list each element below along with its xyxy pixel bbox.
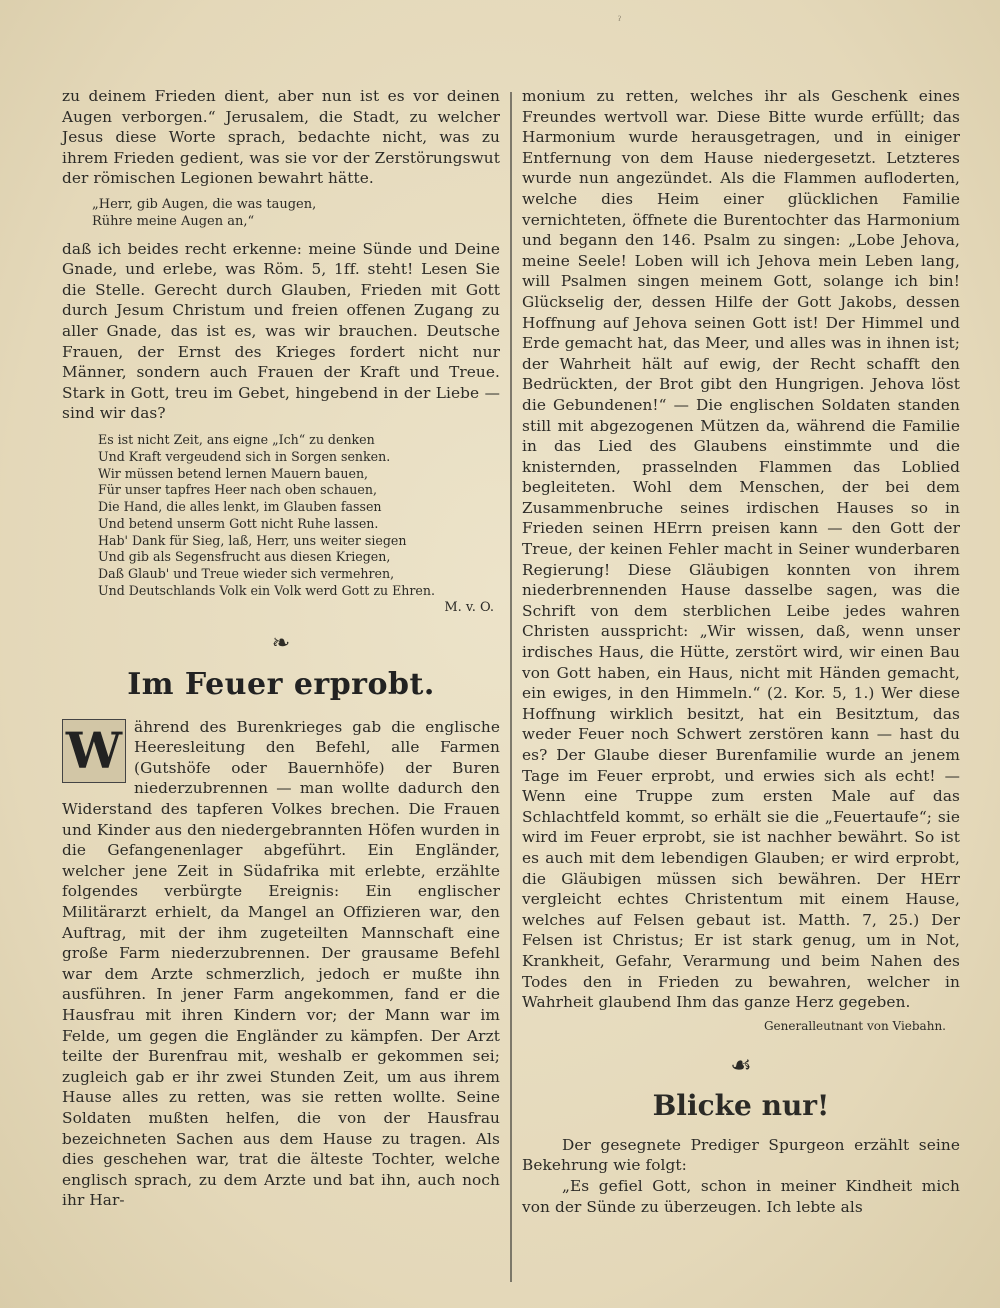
poem-line: Hab' Dank für Sieg, laß, Herr, uns weiter siegen	[98, 532, 407, 548]
right-paragraph-1: monium zu retten, welches ihr als Geschenk eines Freundes wertvoll war. Diese Bitte wurde erfüllt; das Harmonium wurde herausgetragen, und in einiger Entfernung von dem Hause niedergesetzt. Letzteres wurde nun angezündet. Als die Flammen aufloderten, welche dies Heim einer glücklichen Familie vernichteten, öffnete die Burentochter das Harmonium und begann den 146. Psalm zu singen: „Lobe Jehova, meine Seele! Loben will ich Jehova mein Leben lang, will Psalmen singen meinem Gott, solange ich bin! Glückselig der, dessen Hilfe der Gott Jakobs, dessen Hoffnung auf Jehova seinen Gott ist! Der Himmel und Erde gemacht hat, das Meer, und alles was in ihnen ist; der Wahrheit hält auf ewig, der Recht schafft den Bedrückten, der Brot gibt den Hungrigen. Jehova löst die Gebundenen!“ — Die englischen Soldaten standen still mit abgezogenen Mützen da, während die Familie in das Lied des Glaubens einstimmte und die knisternden, prasselnden Flammen das Loblied begleiteten. Wohl dem Menschen, der bei dem Zusammenbruche seines irdischen Hauses so in Frieden seinen HErrn preisen kann — den Gott der Treue, der keinen Fehler macht in Seiner wunderbaren Regierung! Diese Gläubigen konnten von ihrem niederbrennenden Hause dasselbe sagen, was die Schrift von dem sterblichen Leibe jedes wahren Christen ausspricht: „Wir wissen, daß, wenn unser irdisches Haus, die Hütte, zerstört wird, wir einen Bau von Gott haben, ein Haus, nicht mit Händen gemacht, ein ewiges, in den Himmeln.“ (2. Kor. 5, 1.) Wer diese Hoffnung wirklich besitzt, hat ein Besitztum, das weder Feuer noch Schwert zerstören kann — hast du es? Der Glaube dieser Burenfamilie wurde an jenem Tage im Feuer erprobt, und erwies sich als echt! — Wenn eine Truppe zum ersten Male auf das Schlachtfeld kommt, so erhält sie die „Feuertaufe“; sie wird im Feuer erprobt, sie ist nachher bewährt. So ist es auch mit dem lebendigen Glauben; er wird erprobt, die Gläubigen müssen sich bewähren. Der HErr vergleicht echtes Christentum mit einem Hause, welches auf Felsen gebaut ist. Matth. 7, 25.) Der Felsen ist Christus; Er ist stark genug, um in Not, Krankheit, Gefahr, Verarmung und beim Nahen des Todes den in Frieden zu bewahren, welcher in Wahrheit glaubend Ihm das ganze Herz gegeben.	[522, 87, 960, 1012]
poem-signature: M. v. O.	[444, 599, 494, 615]
poem-line: Daß Glaub' und Treue wieder sich vermehren,	[98, 566, 395, 582]
poem-line: Und Deutschlands Volk ein Volk werd Gott zu Ehren.	[98, 583, 435, 599]
left-poem-1	[92, 197, 500, 231]
column-divider	[510, 92, 512, 1282]
ornament-icon: ❧	[271, 630, 291, 656]
poem-line: Die Hand, die alles lenkt, im Glauben fassen	[98, 499, 382, 515]
poem-line: Rühre meine Augen an,“	[92, 213, 255, 229]
poem-line: Und betend unserm Gott nicht Ruhe lassen.	[98, 515, 379, 531]
poem-line: Und Kraft vergeudend sich in Sorgen senken.	[98, 448, 391, 464]
left-paragraph-3: ährend des Burenkrieges gab die englische Heeresleitung den Befehl, alle Farmen (Gutshöfe oder Bauernhöfe) der Buren niederzubrennen — man wollte dadurch den Widerstand des tapferen Volkes brechen. Die Frauen und Kinder aus den niedergebrannten Höfen wurden in die Gefangenenlager abgeführt. Ein Engländer, welcher jene Zeit in Südafrika mit erlebte, erzählte folgendes verbürgte Ereignis: Ein englischer Militärarzt erhielt, da Mangel an Offizieren war, den Auftrag, mit der ihm zugeteilten Mannschaft eine große Farm niederzubrennen. Der grausame Befehl war dem Arzte schmerzlich, jedoch er mußte ihn ausführen. In jener Farm angekommen, fand er die Hausfrau mit ihren Kindern vor; der Mann war im Felde, um gegen die Engländer zu kämpfen. Der Arzt teilte der Burenfrau mit, weshalb er gekommen sei; zugleich gab er ihr zwei Stunden Zeit, um aus ihrem Hause alles zu retten, was sie retten wollte. Seine Soldaten mußten helfen, die von der Hausfrau bezeichneten Sachen aus dem Hause zu tragen. Als dies geschehen war, trat die älteste Tochter, welche englisch sprach, zu dem Arzte und bat ihn, auch noch ihr Har-	[62, 717, 500, 1210]
left-paragraph-1: zu deinem Frieden dient, aber nun ist es vor deinen Augen verborgen.“ Jerusalem, die Stadt, zu welcher Jesus diese Worte sprach, bedachte nicht, was zu ihrem Frieden gedient, was sie vor der Zerstörungswut der römischen Legionen bewahrt hätte.	[62, 87, 500, 188]
right-column	[522, 86, 960, 1217]
paper-blemish: ˀ	[618, 14, 622, 28]
poem-line: Wir müssen betend lernen Mauern bauen,	[98, 465, 369, 481]
poem-line: Und gib als Segensfrucht aus diesen Kriegen,	[98, 549, 391, 565]
right-paragraph-2: Der gesegnete Prediger Spurgeon erzählt seine Bekehrung wie folgt:	[522, 1135, 960, 1175]
left-paragraph-2: daß ich beides recht erkenne: meine Sünde und Deine Gnade, und erlebe, was Röm. 5, 1ff. steht! Lesen Sie die Stelle. Gerecht durch Glauben, Frieden mit Gott durch Jesum Christum und freien offenen Zugang zu aller Gnade, das ist es, was wir brauchen. Deutsche Frauen, der Ernst des Krieges fordert nicht nur Männer, sondern auch Frauen der Kraft und Treue. Stark in Gott, treu im Gebet, hingebend in der Liebe — sind wir das?	[62, 239, 500, 423]
dropcap	[62, 719, 126, 783]
poem-line: Für unser tapfres Heer nach oben schauen,	[98, 482, 377, 498]
left-column	[62, 86, 500, 1211]
poem-line: Es ist nicht Zeit, ans eigne „Ich“ zu denken	[98, 431, 375, 447]
right-paragraph-3: „Es gefiel Gott, schon in meiner Kindheit mich von der Sünde zu überzeugen. Ich lebte als	[522, 1176, 960, 1216]
author-signature: Generalleutnant von Viebahn.	[763, 1018, 946, 1033]
dropcap-letter: W	[65, 720, 123, 780]
poem-line: „Herr, gib Augen, die was taugen,	[92, 196, 317, 212]
left-poem-2	[98, 432, 500, 617]
article-heading: Im Feuer erprobt.	[127, 666, 435, 702]
article-heading-2: Blicke nur!	[652, 1088, 830, 1122]
ornament-icon: ☙	[730, 1050, 752, 1079]
article-body	[62, 717, 500, 1211]
